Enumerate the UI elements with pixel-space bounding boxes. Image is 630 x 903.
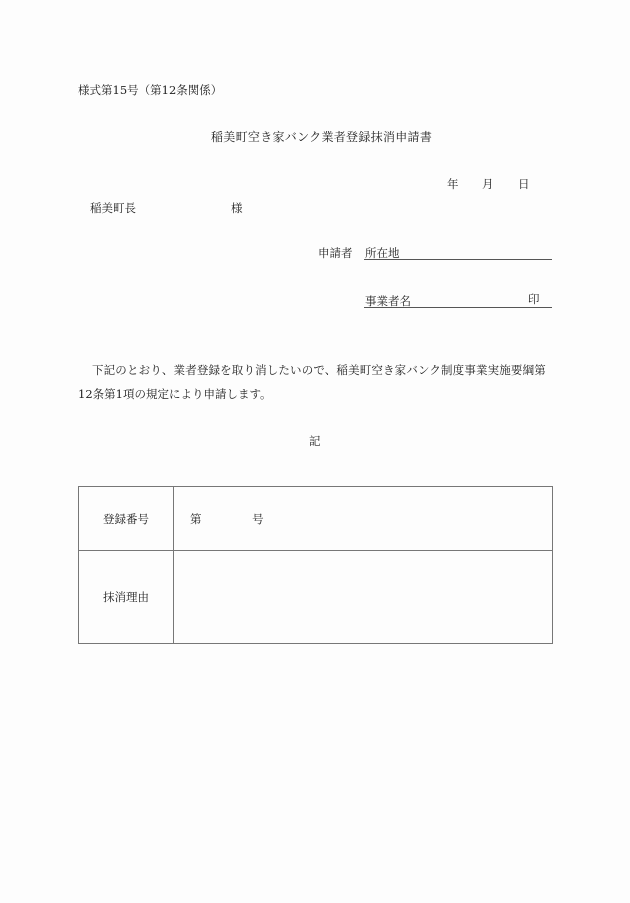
business-name-label: 事業者名 bbox=[365, 294, 411, 308]
date-day: 日 bbox=[518, 177, 530, 191]
addressee-honorific: 様 bbox=[231, 201, 243, 215]
application-table bbox=[78, 486, 553, 644]
registration-number-suffix: 号 bbox=[252, 511, 264, 526]
business-name-field[interactable] bbox=[364, 292, 552, 308]
addressee-name: 稲美町長 bbox=[90, 201, 136, 215]
cancellation-reason-label: 抹消理由 bbox=[79, 551, 174, 644]
body-text-line2: 12条第1項の規定により申請します。 bbox=[78, 387, 272, 401]
page-title: 稲美町空き家バンク業者登録抹消申請書 bbox=[211, 130, 433, 144]
form-number: 様式第15号（第12条関係） bbox=[78, 83, 223, 97]
table-row bbox=[79, 551, 553, 644]
cancellation-reason-field[interactable] bbox=[174, 551, 553, 644]
table-row bbox=[79, 487, 553, 551]
registration-number-label: 登録番号 bbox=[79, 487, 174, 551]
date-year: 年 bbox=[447, 177, 459, 191]
address-field[interactable] bbox=[364, 244, 552, 260]
date-month: 月 bbox=[482, 177, 494, 191]
registration-number-field[interactable] bbox=[174, 487, 553, 551]
ki-heading: 記 bbox=[309, 434, 321, 448]
applicant-label: 申請者 bbox=[318, 246, 353, 260]
body-text-line1: 下記のとおり、業者登録を取り消したいので、稲美町空き家バンク制度事業実施要綱第 bbox=[92, 363, 546, 377]
seal-mark: 印 bbox=[528, 292, 540, 306]
address-label: 所在地 bbox=[365, 246, 400, 260]
registration-number-prefix: 第 bbox=[190, 511, 202, 526]
